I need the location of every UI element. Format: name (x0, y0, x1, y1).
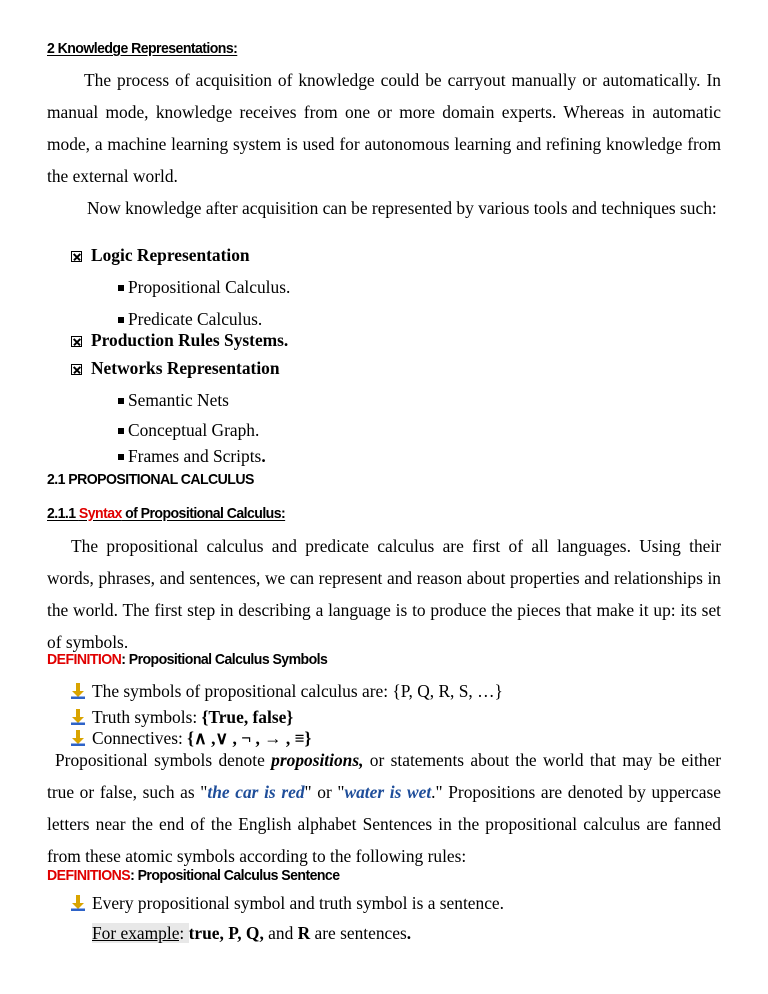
intro-paragraph-1: The process of acquisition of knowledge could be carryout manually or automatically. In manual mode, knowledge receives from one or more domain experts. Whereas in automatic mode, a machine learning system is used for autonomous learning and refining knowledge from the external world. (47, 70, 721, 186)
checkbox-x-icon (71, 251, 82, 262)
heading-2-1: 2.1 PROPOSITIONAL CALCULUS (47, 471, 254, 488)
list-item-networks: Networks Representation (71, 358, 280, 378)
list-subitem: Semantic Nets (118, 390, 229, 410)
syntax-paragraph: The propositional calculus and predicate calculus are first of all languages. Using their words, phrases, and sentences, we can represent and reason about properties and relationships in the world. The first step in describing a language is to produce the pieces that make it up: its set of symbols. (47, 536, 721, 652)
bullet-truth: Truth symbols: {True, false} (70, 707, 293, 727)
example-label: For example (92, 923, 180, 943)
down-arrow-icon (70, 895, 86, 911)
section-title: 2 Knowledge Representations: (47, 40, 238, 57)
heading-2-1-1: 2.1.1 Syntax of Propositional Calculus: (47, 505, 286, 522)
down-arrow-icon (70, 709, 86, 725)
list-item-logic: Logic Representation (71, 245, 250, 265)
bullet-symbols: The symbols of propositional calculus are: {P, Q, R, S, …} (70, 681, 503, 701)
intro-paragraph-2: Now knowledge after acquisition can be represented by various tools and techniques such: (87, 198, 717, 218)
list-subitem: Frames and Scripts. (118, 446, 266, 466)
definition-heading-symbols: DEFINITION: Propositional Calculus Symbols (47, 651, 328, 668)
square-bullet-icon (118, 454, 124, 460)
square-bullet-icon (118, 428, 124, 434)
bullet-sentence-rule: Every propositional symbol and truth symbol is a sentence. (70, 893, 504, 913)
square-bullet-icon (118, 285, 124, 291)
square-bullet-icon (118, 398, 124, 404)
propositions-paragraph: Propositional symbols denote propositions, or statements about the world that may be either true or false, such as "the car is red" or "water is wet." Propositions are denoted by uppercase letters near the end of the English alphabet Sentences in the propositional calculus are fanned from these atomic symbols according to the following rules: (47, 750, 721, 866)
square-bullet-icon (118, 317, 124, 323)
checkbox-x-icon (71, 336, 82, 347)
checkbox-x-icon (71, 364, 82, 375)
definition-heading-sentence: DEFINITIONS: Propositional Calculus Sentence (47, 867, 340, 884)
list-subitem: Conceptual Graph. (118, 420, 259, 440)
list-item-production: Production Rules Systems. (71, 330, 288, 350)
list-subitem: Predicate Calculus. (118, 309, 262, 329)
down-arrow-icon (70, 683, 86, 699)
example-line: For example: true, P, Q, and R are sentences. (92, 923, 412, 943)
bullet-connectives: Connectives: {∧ ,∨ , ¬ , → , ≡} (70, 728, 311, 748)
list-subitem: Propositional Calculus. (118, 277, 290, 297)
